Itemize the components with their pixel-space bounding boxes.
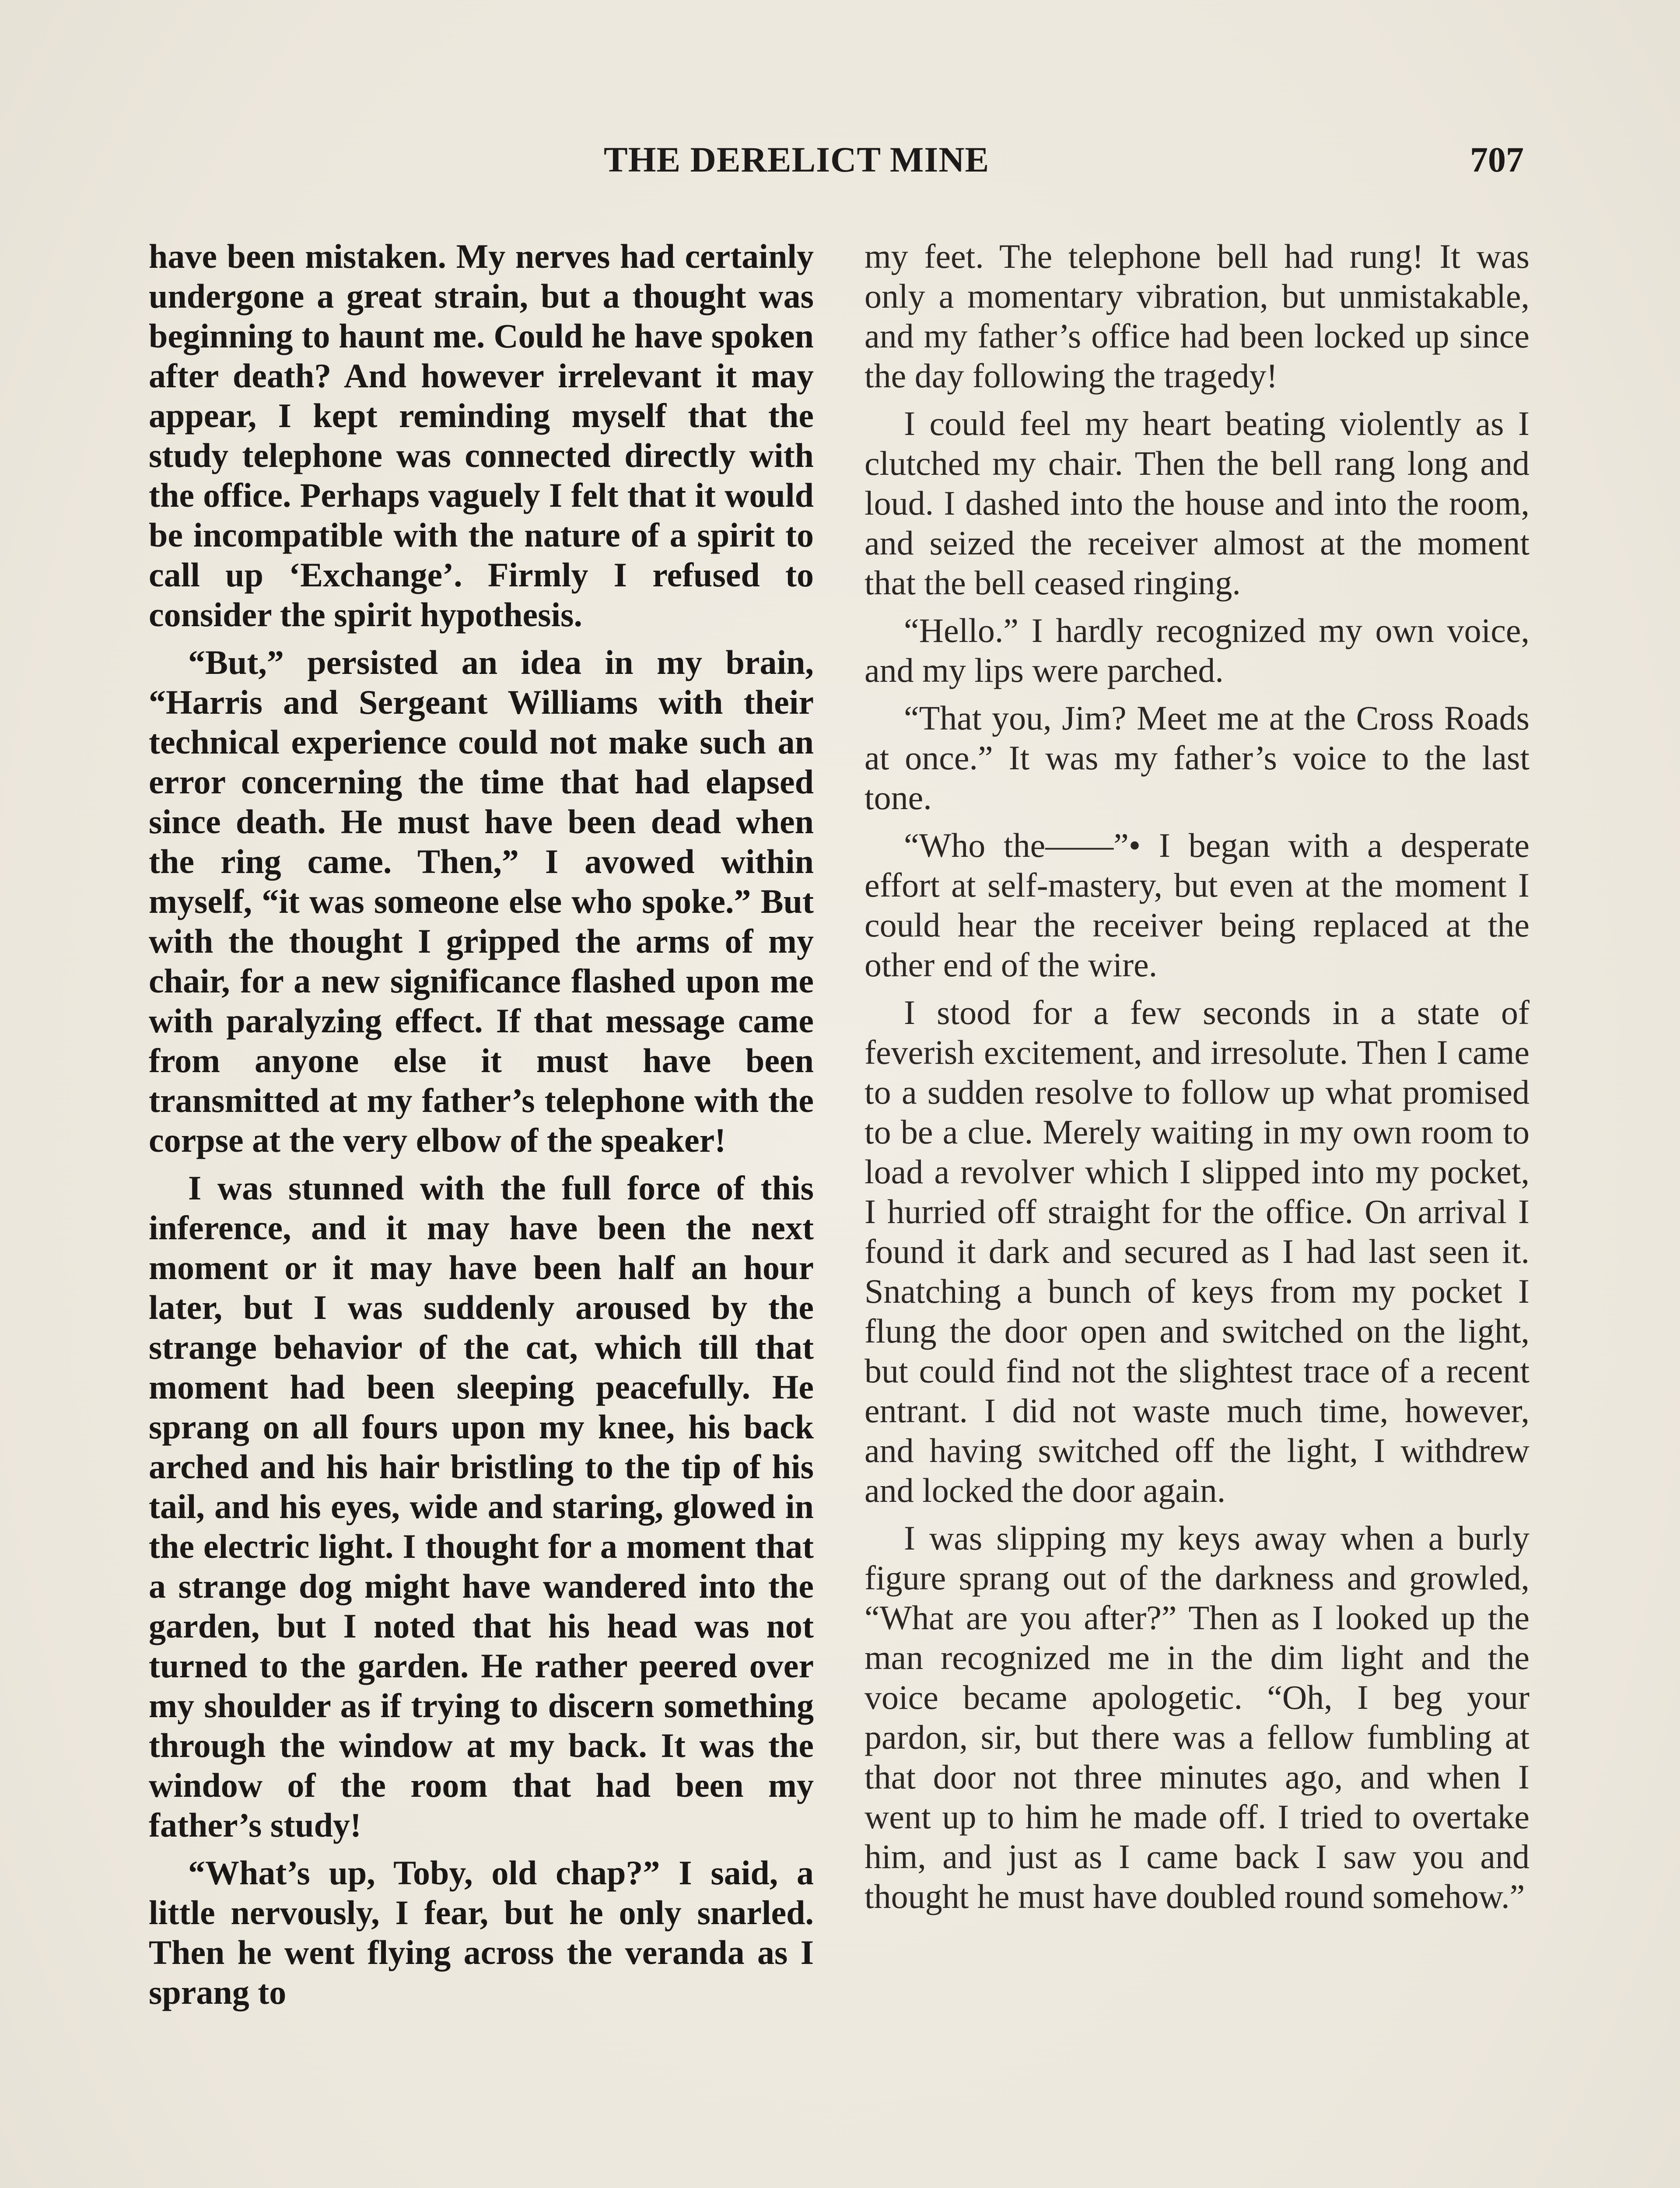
right-column	[864, 236, 1530, 1924]
page-number: 707	[1470, 140, 1524, 179]
paragraph: “That you, Jim? Meet me at the Cross Roads at once.” It was my father’s voice to the last tone.	[864, 699, 1530, 817]
paragraph: I could feel my heart beating violently as I clutched my chair. Then the bell rang long and loud. I dashed into the house and into the room, and seized the receiver almost at the moment that the bell ceased ringing.	[864, 404, 1530, 602]
paragraph: I was slipping my keys away when a burly figure sprang out of the darkness and growled, “What are you after?” Then as I looked up the man recognized me in the dim light and the voice became apologetic. “Oh, I beg your pardon, sir, but there was a fellow fumbling at that door not three minutes ago, and when I went up to him he made off. I tried to overtake him, and just as I came back I saw you and thought he must have doubled round somehow.”	[864, 1519, 1530, 1915]
paragraph: I stood for a few seconds in a state of feverish excitement, and irresolute. Then I came to a sudden resolve to follow up what promised to be a clue. Merely waiting in my own room to load a revolver which I slipped into my pocket, I hurried off straight for the office. On arrival I found it dark and secured as I had last seen it. Snatching a bunch of keys from my pocket I flung the door open and switched on the light, but could find not the slightest trace of a recent entrant. I did not waste much time, however, and having switched off the light, I withdrew and locked the door again.	[864, 993, 1530, 1509]
paragraph: “What’s up, Toby, old chap?” I said, a little nervously, I fear, but he only snarled. Then he went flying across the veranda as I sprang to	[149, 1854, 814, 2011]
paragraph: my feet. The telephone bell had rung! It was only a momentary vibration, but unmistakable, and my father’s office had been locked up since the day following the tragedy!	[864, 237, 1530, 395]
paragraph: “But,” persisted an idea in my brain, “Harris and Sergeant Williams with their technical experience could not make such an error concerning the time that had elapsed since death. He must have been dead when the ring came. Then,” I avowed within myself, “it was someone else who spoke.” But with the thought I gripped the arms of my chair, for a new significance flashed upon me with paralyzing effect. If that message came from anyone else it must have been transmitted at my father’s telephone with the corpse at the very elbow of the speaker!	[149, 643, 814, 1159]
paragraph: have been mistaken. My nerves had certainly undergone a great strain, but a thought was beginning to haunt me. Could he have spoken after death? And however irrelevant it may appear, I kept reminding myself that the study telephone was connected directly with the office. Perhaps vaguely I felt that it would be incompatible with the nature of a spirit to call up ‘Exchange’. Firmly I refused to consider the spirit hypothesis.	[149, 237, 814, 634]
paragraph: “Who the——”• I began with a desperate effort at self-mastery, but even at the moment I could hear the receiver being replaced at the other end of the wire.	[864, 826, 1530, 984]
left-column	[149, 236, 814, 2020]
paragraph: “Hello.” I hardly recognized my own voice, and my lips were parched.	[864, 611, 1530, 689]
paragraph: I was stunned with the full force of this inference, and it may have been the next moment or it may have been half an hour later, but I was suddenly aroused by the strange behavior of the cat, which till that moment had been sleeping peacefully. He sprang on all fours upon my knee, his back arched and his hair bristling to the tip of his tail, and his eyes, wide and staring, glowed in the electric light. I thought for a moment that a strange dog might have wandered into the garden, but I noted that his head was not turned to the garden. He rather peered over my shoulder as if trying to discern something through the window at my back. It was the window of the room that had been my father’s study!	[149, 1169, 814, 1844]
running-head: THE DERELICT MINE	[604, 140, 990, 179]
